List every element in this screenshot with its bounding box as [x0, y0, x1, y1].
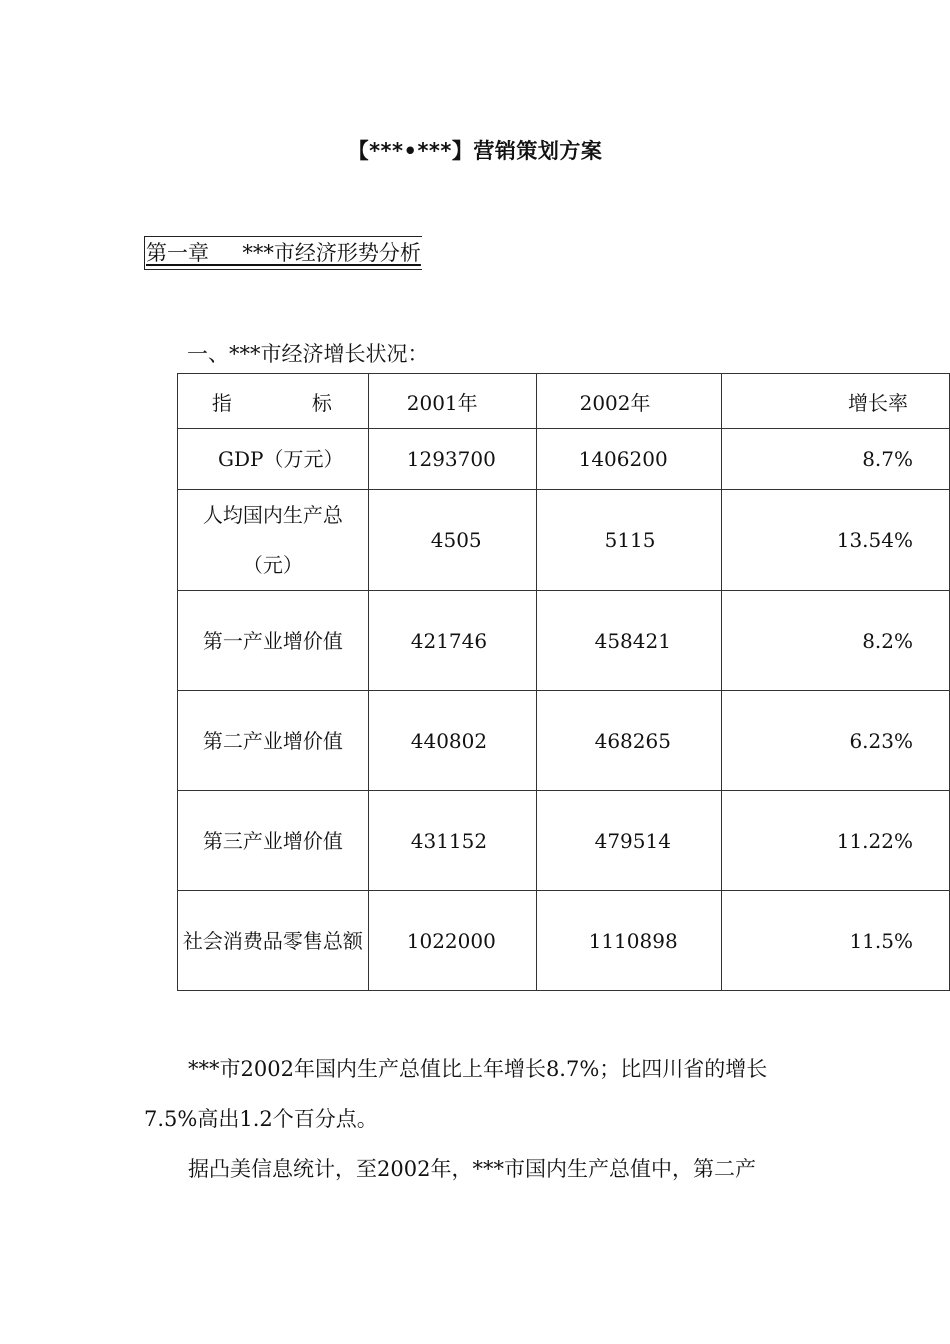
table-row: [178, 591, 950, 691]
growth-rate: 8.7%: [722, 429, 950, 490]
table-row: [178, 891, 950, 991]
header-2002: 2002年: [536, 374, 722, 429]
header-growth-rate: 增长率: [722, 374, 950, 429]
growth-rate: 6.23%: [722, 691, 950, 791]
value-2001: 431152: [368, 791, 536, 891]
row-label: 人均国内生产总（元）: [178, 490, 369, 591]
value-2001: 1293700: [368, 429, 536, 490]
table-row: [178, 791, 950, 891]
header-indicator: 指 标: [178, 374, 369, 429]
value-2001: 440802: [368, 691, 536, 791]
value-2001: 1022000: [368, 891, 536, 991]
value-2002: 1406200: [536, 429, 722, 490]
value-2002: 479514: [536, 791, 722, 891]
chapter-heading: 第一章 ***市经济形势分析: [144, 236, 422, 270]
growth-rate: 8.2%: [722, 591, 950, 691]
body-paragraph: 据凸美信息统计，至2002年，***市国内生产总值中，第二产: [188, 1157, 756, 1181]
value-2001: 421746: [368, 591, 536, 691]
row-label: 第三产业增价值: [178, 791, 369, 891]
value-2002: 5115: [536, 490, 722, 591]
table-header-row: [178, 374, 950, 429]
value-2002: 1110898: [536, 891, 722, 991]
value-2002: 458421: [536, 591, 722, 691]
table-row: [178, 490, 950, 591]
row-label: GDP（万元）: [178, 429, 369, 490]
growth-rate: 11.22%: [722, 791, 950, 891]
row-label: 社会消费品零售总额: [178, 891, 369, 991]
table-row: [178, 691, 950, 791]
body-paragraph: ***市2002年国内生产总值比上年增长8.7%；比四川省的增长7.5%高出1.2个百分点。: [144, 1057, 768, 1131]
growth-rate: 13.54%: [722, 490, 950, 591]
value-2001: 4505: [368, 490, 536, 591]
growth-rate: 11.5%: [722, 891, 950, 991]
header-2001: 2001年: [368, 374, 536, 429]
document-title: 【***•***】营销策划方案: [347, 139, 603, 163]
section-heading: 一、***市经济增长状况：: [187, 342, 429, 366]
value-2002: 468265: [536, 691, 722, 791]
table-row: [178, 429, 950, 490]
row-label: 第二产业增价值: [178, 691, 369, 791]
economic-growth-table: [177, 373, 950, 991]
row-label: 第一产业增价值: [178, 591, 369, 691]
